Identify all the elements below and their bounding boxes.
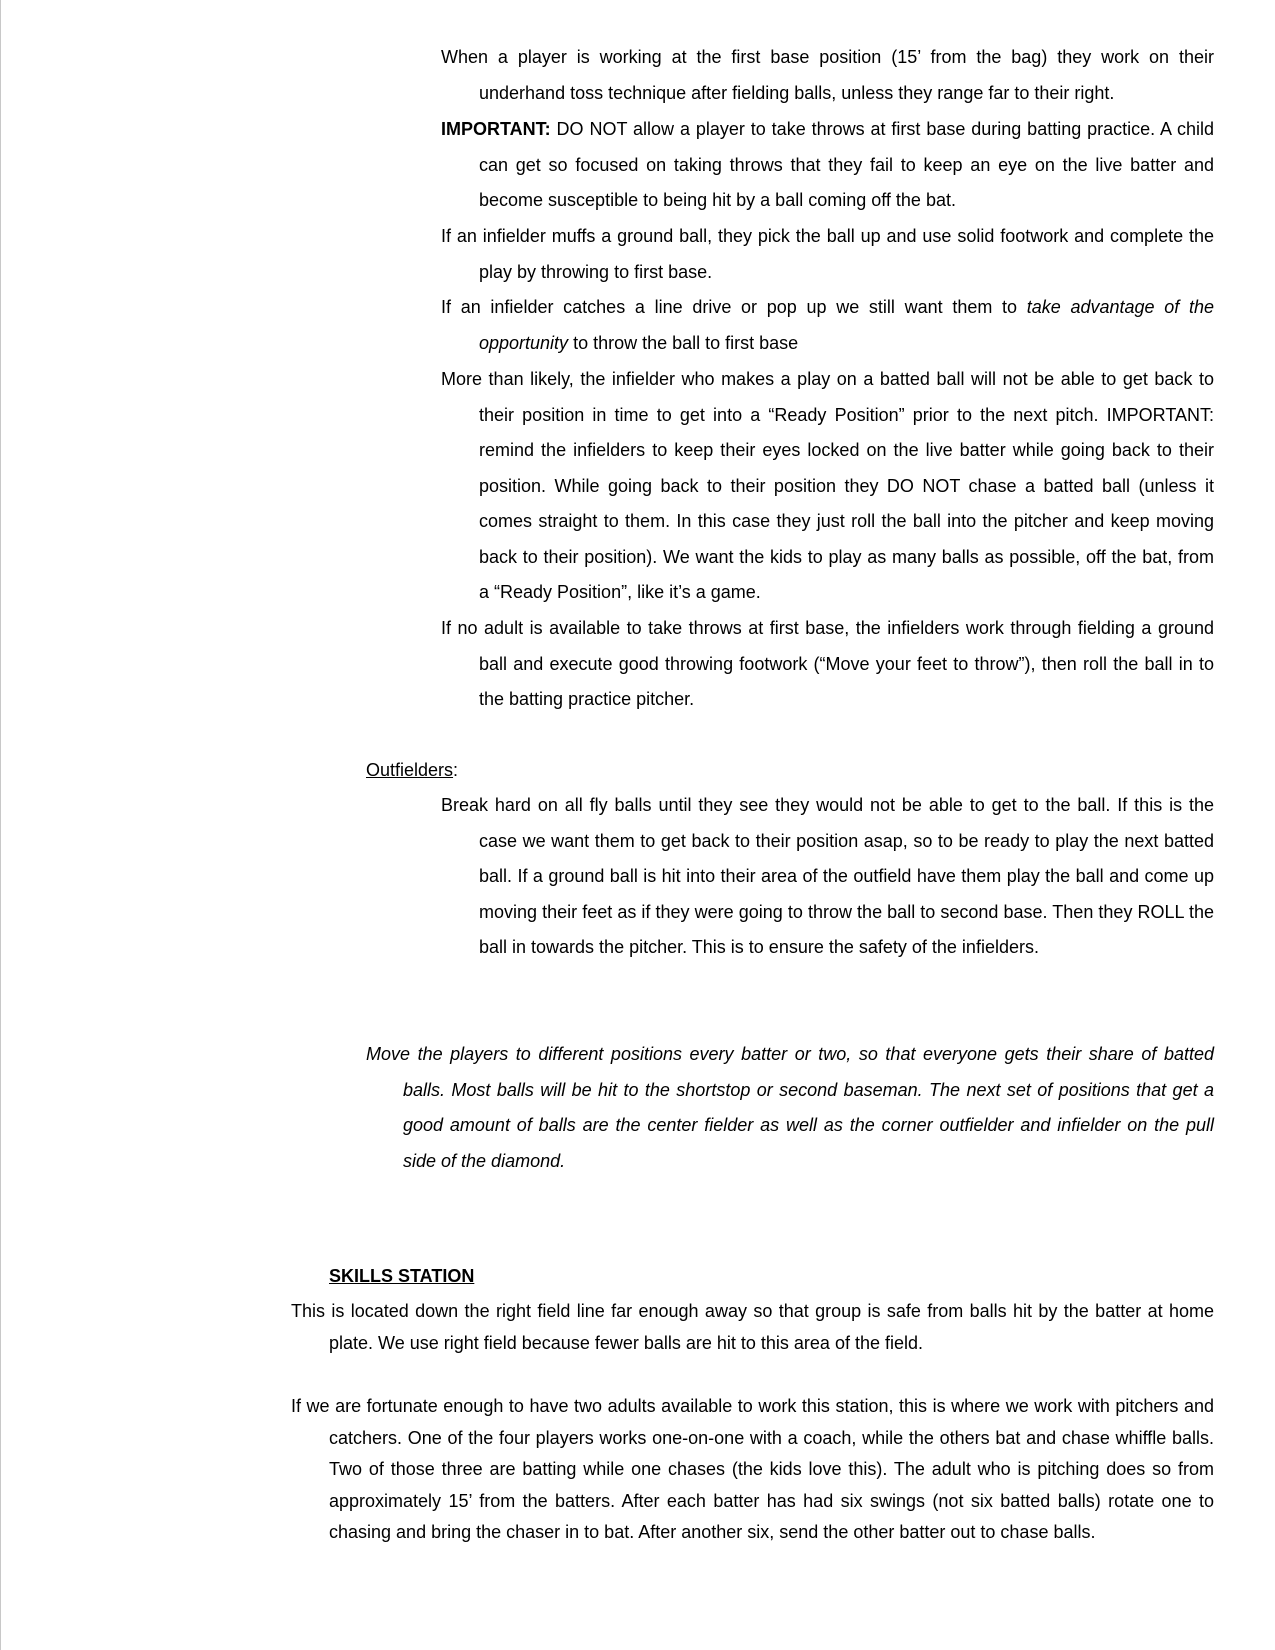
rotation-note-paragraph <box>366 1037 1214 1179</box>
infield-no-adult-paragraph <box>441 611 1214 718</box>
infield-important-paragraph <box>441 112 1214 219</box>
important-label: IMPORTANT: <box>441 119 551 139</box>
paragraph-text: If an infielder muffs a ground ball, they pick the ball up and use solid footwork and complete the play by throwing to first base. <box>441 226 1214 282</box>
outfielders-heading <box>366 758 458 782</box>
paragraph-text: Break hard on all fly balls until they see they would not be able to get to the ball. If this is the case we want them to get back to their position asap, so to be ready to play the next batted ball. If a ground ball is hit into their area of the outfield have them play the ball and come up moving their feet as if they were going to throw the ball to second base. Then they ROLL the ball in towards the pitcher. This is to ensure the safety of the infielders. <box>441 795 1214 957</box>
skills-station-heading <box>329 1264 474 1288</box>
paragraph-text: This is located down the right field line far enough away so that group is safe from balls hit by the batter at home plate. We use right field because fewer balls are hit to this area of the field. <box>291 1301 1214 1353</box>
heading-colon: : <box>453 760 459 780</box>
skills-pitchers-catchers-paragraph <box>291 1391 1214 1549</box>
paragraph-text: If an infielder catches a line drive or pop up we still want them to <box>441 297 1027 317</box>
paragraph-text: Move the players to different positions every batter or two, so that everyone gets their share of batted balls. Most balls will be hit to the shortstop or second baseman. The next set of positions that get a good amount of balls are the center fielder as well as the corner outfielder and infielder on the pull side of the diamond. <box>366 1044 1214 1171</box>
paragraph-text: DO NOT allow a player to take throws at first base during batting practice. A child can get so focused on taking throws that they fail to keep an eye on the live batter and become susceptible to being hit by a ball coming off the bat. <box>479 119 1214 210</box>
infield-first-base-paragraph <box>441 40 1214 111</box>
heading-text: SKILLS STATION <box>329 1266 475 1286</box>
paragraph-text: If we are fortunate enough to have two adults available to work this station, this is where we work with pitchers and catchers. One of the four players works one-on-one with a coach, while the others bat and chase whiffle balls. Two of those three are batting while one chases (the kids love this). The adult who is pitching does so from approximately 15’ from the batters. After each batter has had six swings (not six batted balls) rotate one to chasing and bring the chaser in to bat. After another six, send the other batter out to chase balls. <box>291 1396 1214 1542</box>
skills-location-paragraph <box>291 1296 1214 1359</box>
infield-line-drive-paragraph <box>441 290 1214 361</box>
outfield-paragraph <box>441 788 1214 966</box>
paragraph-text: When a player is working at the first base position (15’ from the bag) they work on their underhand toss technique after fielding balls, unless they range far to their right. <box>441 47 1214 103</box>
emphasis-text: take advantage of the opportunity <box>479 297 1214 353</box>
infield-muff-paragraph <box>441 219 1214 290</box>
paragraph-text: If no adult is available to take throws at first base, the infielders work through fielding a ground ball and execute good throwing footwork (“Move your feet to throw”), then roll the ball in to the batting practice pitcher. <box>441 618 1214 709</box>
infield-ready-position-paragraph <box>441 362 1214 611</box>
paragraph-text: More than likely, the infielder who makes a play on a batted ball will not be able to get back to their position in time to get into a “Ready Position” prior to the next pitch. IMPORTANT: remind the infielders to keep their eyes locked on the live batter while going back to their position. While going back to their position they DO NOT chase a batted ball (unless it comes straight to them. In this case they just roll the ball into the pitcher and keep moving back to their position). We want the kids to play as many balls as possible, off the bat, from a “Ready Position”, like it’s a game. <box>441 369 1214 602</box>
paragraph-text: to throw the ball to first base <box>568 332 799 353</box>
heading-text: Outfielders <box>366 760 454 780</box>
